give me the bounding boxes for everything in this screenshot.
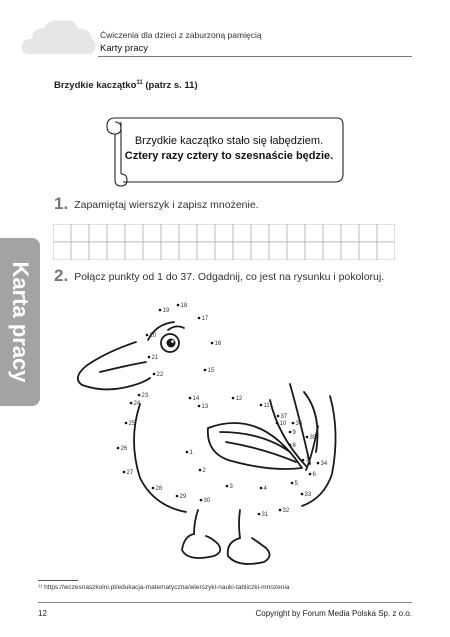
- dot-label-24: 24: [133, 401, 141, 407]
- duck-eye-highlight: [171, 340, 174, 343]
- dot-15: [204, 369, 207, 372]
- dot-label-33: 33: [304, 492, 312, 498]
- dot-2: [199, 469, 202, 472]
- dot-12: [232, 397, 235, 400]
- header-subtitle: Karty pracy: [100, 43, 149, 54]
- task-1-text: Zapamiętaj wierszyk i zapisz mnożenie.: [74, 199, 259, 211]
- dot-8: [289, 444, 292, 447]
- dot-label-8: 8: [292, 443, 296, 449]
- task-2-number: 2.: [54, 266, 69, 285]
- dot-label-22: 22: [156, 372, 164, 378]
- dot-label-28: 28: [155, 486, 163, 492]
- footnote-divider: [38, 580, 78, 581]
- dot-label-1: 1: [189, 450, 193, 456]
- dot-label-4: 4: [263, 486, 267, 492]
- page-number: 12: [38, 609, 47, 618]
- dot-label-18: 18: [180, 303, 188, 309]
- task-1-number: 1.: [54, 194, 69, 213]
- duck-eyebrow: [168, 326, 184, 330]
- duck-wing-feather-1: [226, 442, 296, 462]
- duck-wing: [208, 423, 302, 469]
- dot-label-23: 23: [141, 393, 149, 399]
- section-title-text: Brzydkie kaczątko: [54, 80, 137, 92]
- dot-17: [198, 317, 201, 320]
- dot-label-36: 36: [295, 421, 303, 427]
- dot-label-6: 6: [312, 472, 316, 478]
- dot-label-10: 10: [279, 421, 287, 427]
- footnote: ¹¹ https://wczesnaszkolni.pl/edukacja-matematyczna/wierszyki-nauki-tabliczki-mnozenia: [38, 584, 290, 591]
- dot-18: [177, 304, 180, 307]
- dot-label-7: 7: [305, 458, 309, 464]
- copyright-notice: Copyright by Forum Media Polska Sp. z o.o.: [255, 609, 412, 618]
- duck-beak: [78, 342, 150, 389]
- dot-28: [152, 487, 155, 490]
- side-tab-label: Karta pracy: [8, 261, 33, 383]
- header-series-title: Ćwiczenia dla dzieci z zaburzoną pamięcią: [100, 30, 262, 40]
- task-2-text: Połącz punkty od 1 do 37. Odgadnij, co jest na rysunku i pokoloruj.: [74, 271, 385, 283]
- dot-36: [292, 422, 295, 425]
- dot-25: [125, 422, 128, 425]
- dot-13: [198, 405, 201, 408]
- dot-14: [189, 397, 192, 400]
- dot-35: [306, 436, 309, 439]
- poem-line-2: Cztery razy cztery to szesnaście będzie.: [124, 150, 334, 162]
- dot-5: [291, 482, 294, 485]
- dot-9: [289, 431, 292, 434]
- dot-label-21: 21: [151, 355, 159, 361]
- dot-label-26: 26: [120, 446, 128, 452]
- dot-label-9: 9: [292, 430, 296, 436]
- dot-1: [186, 451, 189, 454]
- duck-pupil: [167, 339, 176, 348]
- dot-label-30: 30: [203, 498, 211, 504]
- dot-label-37: 37: [280, 414, 288, 420]
- dot-37: [277, 415, 280, 418]
- dot-16: [211, 342, 214, 345]
- duck-right-foot: [228, 538, 270, 564]
- duck-right-leg: [239, 510, 240, 538]
- dot-label-25: 25: [128, 421, 136, 427]
- dot-7: [302, 459, 305, 462]
- dot-23: [138, 394, 141, 397]
- duck-beak-line: [100, 362, 146, 372]
- dot-4: [260, 487, 263, 490]
- dot-label-3: 3: [229, 484, 233, 490]
- dot-10: [276, 422, 279, 425]
- dot-22: [153, 373, 156, 376]
- dot-29: [176, 495, 179, 498]
- duck-left-leg: [194, 510, 198, 534]
- dot-label-31: 31: [261, 512, 269, 518]
- dot-21: [148, 356, 151, 359]
- dot-19: [159, 309, 162, 312]
- dot-20: [146, 334, 149, 337]
- dot-34: [317, 462, 320, 465]
- poem-line-1: Brzydkie kaczątko stało się łabędziem.: [134, 135, 324, 147]
- footer-divider: [38, 602, 412, 603]
- dot-31: [258, 513, 261, 516]
- dot-27: [123, 471, 126, 474]
- dot-label-13: 13: [201, 404, 209, 410]
- dot-11: [260, 404, 263, 407]
- dot-label-20: 20: [149, 333, 157, 339]
- dot-label-12: 12: [235, 396, 243, 402]
- dot-label-27: 27: [126, 470, 134, 476]
- dot-32: [279, 509, 282, 512]
- dot-30: [200, 499, 203, 502]
- dot-label-19: 19: [162, 308, 170, 314]
- dot-label-2: 2: [202, 468, 206, 474]
- dot-label-35: 35: [309, 435, 317, 441]
- duck-left-foot: [182, 534, 220, 558]
- dot-6: [309, 473, 312, 476]
- dot-33: [301, 493, 304, 496]
- footnote-ref: 11: [136, 80, 143, 86]
- dot-label-11: 11: [263, 403, 270, 409]
- duck-tail-feather-1: [270, 400, 306, 466]
- page-reference: (patrz s. 11): [142, 80, 198, 92]
- dot-26: [117, 447, 120, 450]
- dot-label-29: 29: [179, 494, 187, 500]
- dot-label-15: 15: [207, 368, 215, 374]
- dot-3: [226, 485, 229, 488]
- dot-label-5: 5: [294, 481, 298, 487]
- dot-label-17: 17: [201, 316, 209, 322]
- dot-label-16: 16: [214, 341, 222, 347]
- dot-24: [130, 402, 133, 405]
- dot-label-32: 32: [282, 508, 290, 514]
- dot-label-34: 34: [320, 461, 328, 467]
- dot-label-14: 14: [192, 396, 200, 402]
